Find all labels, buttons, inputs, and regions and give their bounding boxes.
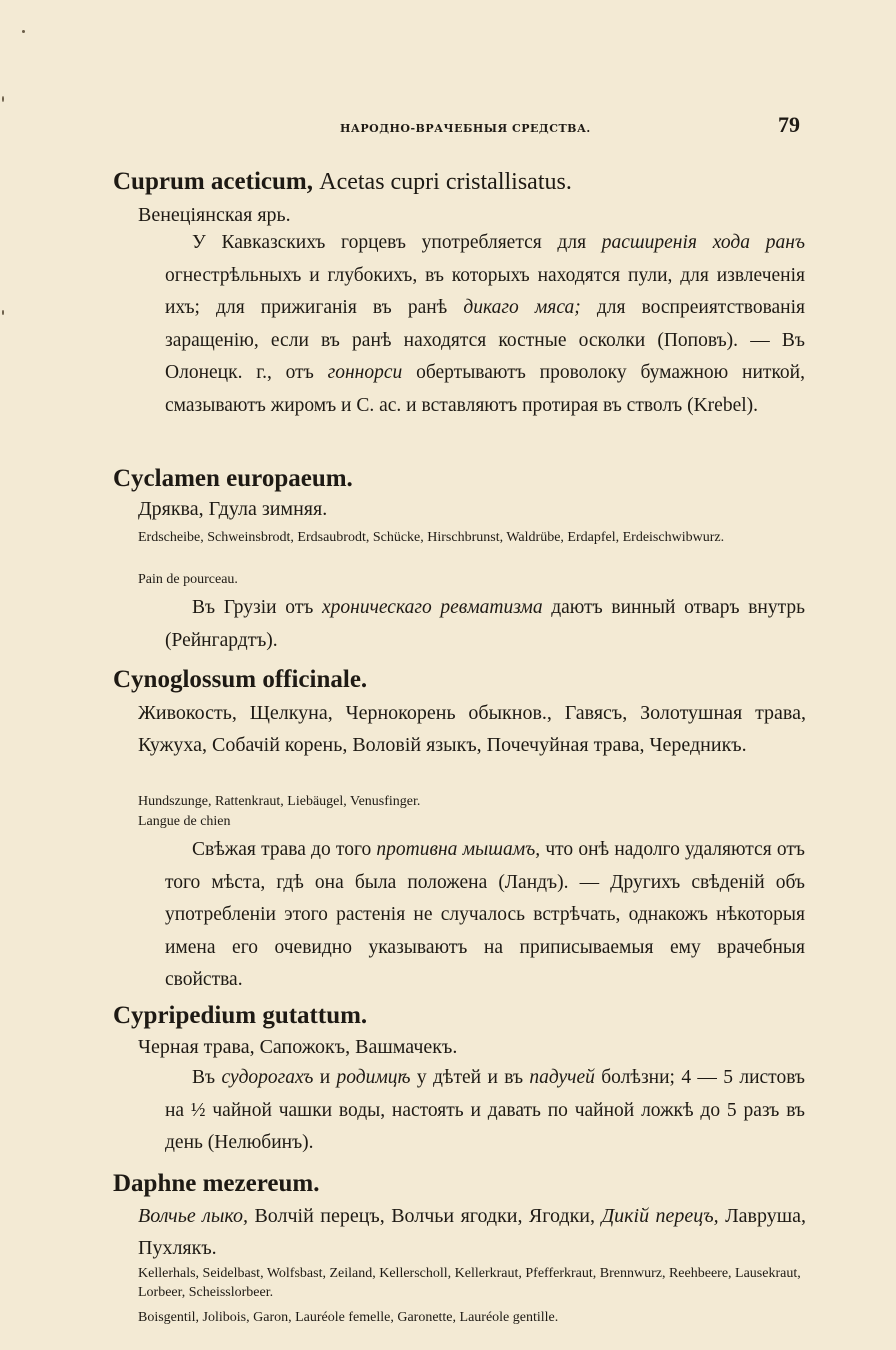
latin-name: Cuprum aceticum, — [113, 168, 313, 195]
body-text: Свѣжая трава до того — [192, 839, 377, 860]
emphasis-text: падучей — [529, 1067, 595, 1088]
russian-names — [138, 1200, 806, 1264]
german-names-text: Erdscheibe, Schweinsbrodt, Erdsaubrodt, Schücke, Hirschbrunst, Waldrübe, Erdapfel, Erdeischwibwurz. — [138, 530, 725, 545]
french-names: Pain de pourceau. — [138, 572, 238, 587]
entry-body — [165, 1062, 805, 1160]
paper-speck — [2, 96, 4, 102]
body-text: для воспреиятствованія заращенію, если въ ранѣ находятся костные осколки (Поповъ). — Въ Олонецк. г., отъ — [165, 297, 805, 383]
body-text: у дѣтей и въ — [410, 1067, 530, 1088]
german-names — [138, 528, 804, 547]
russian-names: Дряква, Гдула зимняя. — [138, 498, 328, 520]
body-text: огнестрѣльныхъ и глубокихъ, въ которыхъ находятся пули, для извлеченія ихъ; для прижиганія въ ранѣ — [165, 264, 805, 318]
emphasis-text: хроническаго ревматизма — [322, 597, 543, 618]
french-names: Langue de chien — [138, 814, 231, 829]
french-names: Boisgentil, Jolibois, Garon, Lauréole femelle, Garonette, Lauréole gentille. — [138, 1310, 559, 1325]
body-text: и — [313, 1067, 337, 1088]
entry-body — [165, 227, 805, 422]
body-text: Въ Грузіи отъ — [192, 597, 323, 618]
entry-heading: Cyclamen europaeum. — [113, 465, 353, 492]
entry-heading: Cynoglossum officinale. — [113, 666, 368, 693]
body-text: обертываютъ проволоку бумажною ниткой, смазываютъ жиромъ и C. ac. и вставляютъ протирая въ стволъ (Krebel). — [165, 362, 805, 416]
latin-synonym: Acetas cupri cristallisatus. — [319, 169, 572, 195]
page-number: 79 — [778, 112, 800, 137]
body-text: У Кавказскихъ горцевъ употребляется для — [192, 232, 602, 253]
entry-heading — [113, 168, 572, 196]
emphasis-text: судорогахъ — [221, 1067, 314, 1088]
names-text: Лавруша, Пухлякъ. — [138, 1205, 806, 1259]
running-title: НАРОДНО-ВРАЧЕБНЫЯ СРЕДСТВА. — [340, 122, 591, 135]
emphasis-text: Дикій перецъ, — [601, 1205, 719, 1227]
emphasis-text: родимцѣ — [336, 1067, 411, 1088]
german-names: Hundszunge, Rattenkraut, Liebäugel, Venusfinger. — [138, 794, 421, 809]
body-text: Въ — [192, 1067, 222, 1088]
emphasis-text: дикаго мяса; — [463, 297, 581, 318]
body-text: болѣзни; 4 — 5 листовъ на ½ чайной чашки воды, настоять и давать по чайной ложкѣ до 5 разъ въ день (Нелюбинъ). — [165, 1067, 805, 1153]
body-text: даютъ винный отваръ внутрь (Рейнгардтъ). — [165, 597, 805, 651]
paper-speck — [22, 30, 25, 33]
emphasis-text: противна мышамъ, — [376, 839, 541, 860]
entry-body — [165, 592, 805, 657]
emphasis-text: Волчье лыко, — [138, 1205, 248, 1227]
entry-body — [165, 834, 805, 997]
russian-names: Венеціянская ярь. — [138, 204, 291, 226]
russian-names: Черная трава, Сапожокъ, Вашмачекъ. — [138, 1036, 458, 1058]
names-text: Волчій перецъ, Волчьи ягодки, Ягодки, — [248, 1205, 602, 1227]
body-text: что онѣ надолго удаляются отъ того мѣста, гдѣ она была положена (Ландъ). — Другихъ свѣденій объ употребленіи этого растенія не случалось встрѣчать, однакожъ нѣкоторыя имена его очевидно указываютъ на приписываемыя ему врачебныя свойства. — [165, 839, 805, 990]
page-header — [0, 112, 896, 142]
russian-names — [138, 697, 806, 761]
emphasis-text: гоннорси — [327, 362, 403, 383]
german-names: Kellerhals, Seidelbast, Wolfsbast, Zeiland, Kellerscholl, Kellerkraut, Pfefferkraut, Brennwurz, Reehbeere, Lausekraut, Lorbeer, Scheisslorbeer. — [138, 1266, 801, 1300]
entry-heading: Daphne mezereum. — [113, 1170, 320, 1197]
emphasis-text: расширенія хода ранъ — [601, 232, 805, 253]
russian-names-text: Живокость, Щелкуна, Чернокорень обыкнов., Гавясъ, Золотушная трава, Кужуха, Собачій корень, Воловій языкъ, Почечуйная трава, Чередникъ. — [138, 702, 806, 756]
entry-heading: Cypripedium gutattum. — [113, 1002, 368, 1029]
paper-speck — [2, 310, 4, 315]
